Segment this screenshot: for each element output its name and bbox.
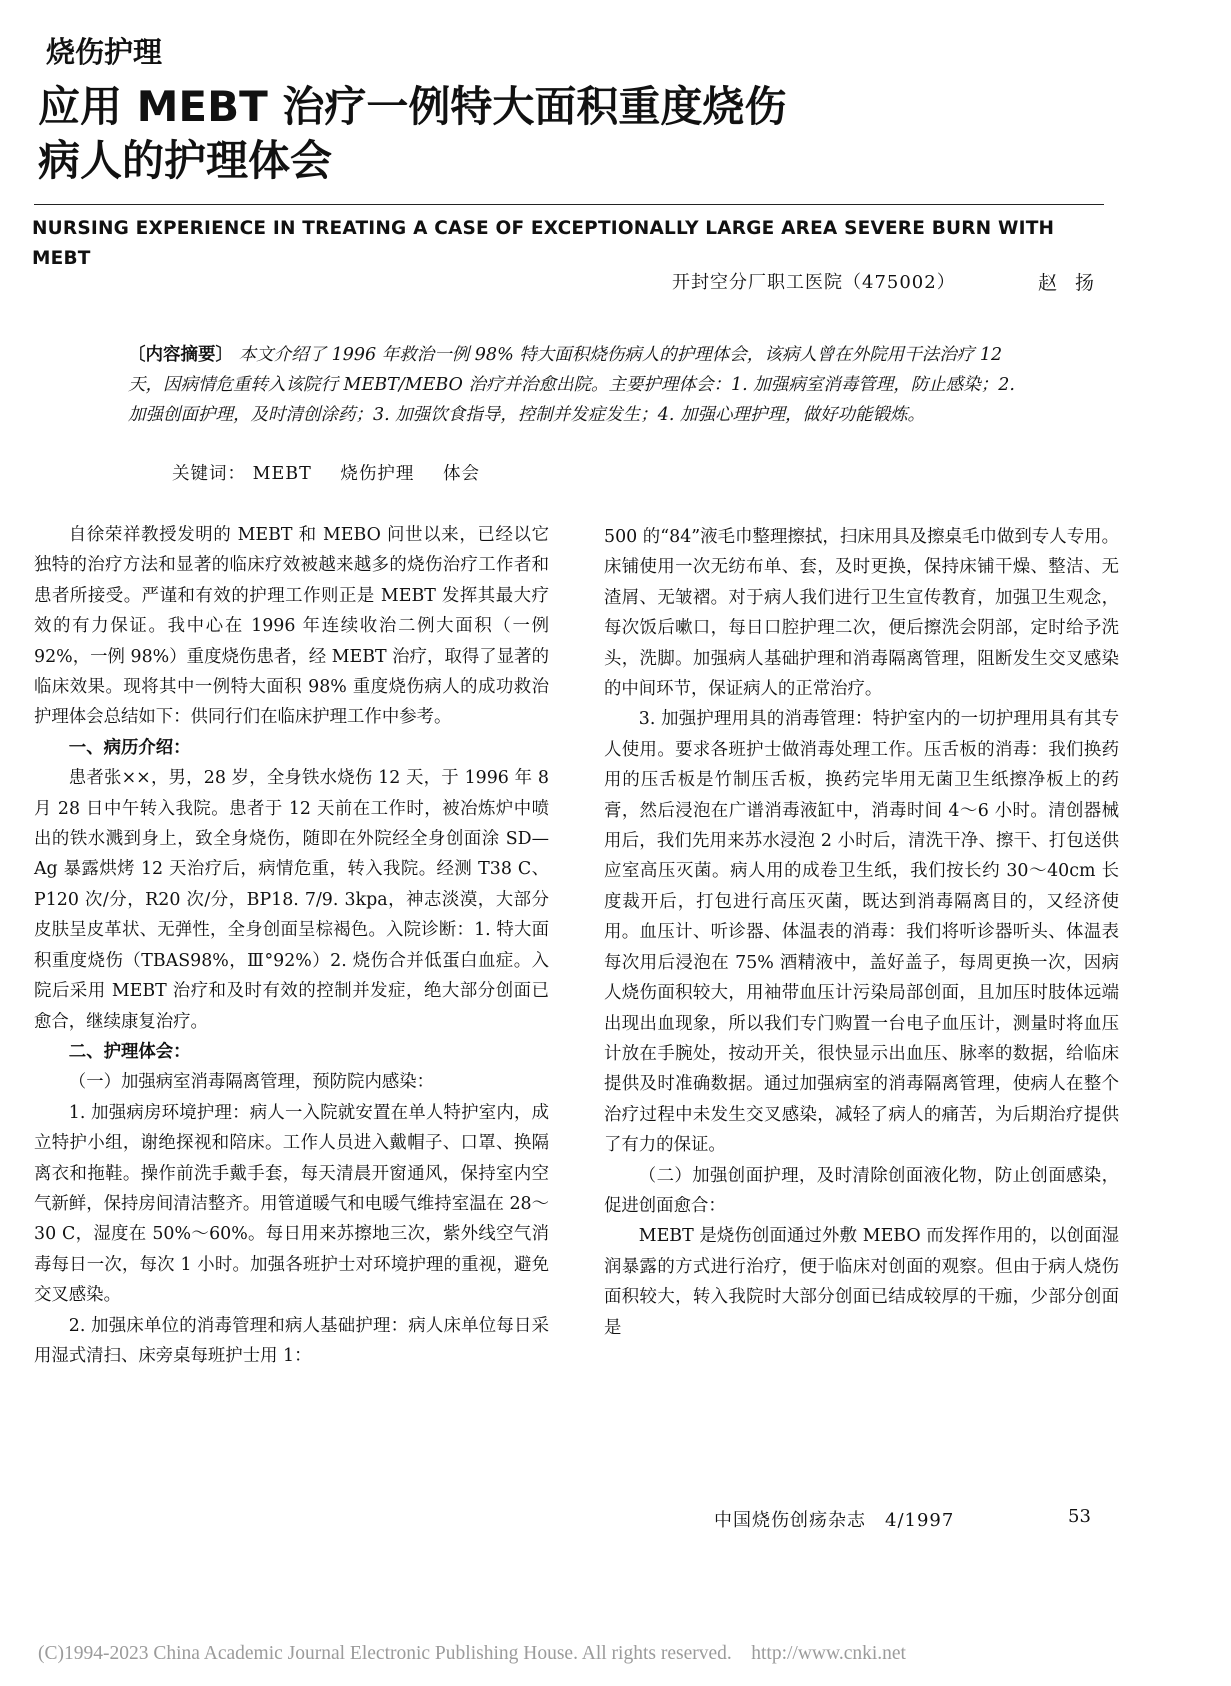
english-title: NURSING EXPERIENCE IN TREATING A CASE OF EXCEPTIONALLY LARGE AREA SEVERE BURN WITH MEBT <box>32 218 1055 269</box>
paragraph-bed-unit: 2. 加强床单位的消毒管理和病人基础护理：病人床单位每日采用湿式清扫、床旁桌每班护士用 1： <box>34 1315 549 1366</box>
copyright-notice: (C)1994-2023 China Academic Journal Electronic Publishing House. All rights reserved. http://www.cnki.net <box>38 1643 906 1664</box>
keywords-label: 关键词： <box>172 464 246 484</box>
left-column <box>34 520 549 1371</box>
subheading-disinfection: （一）加强病室消毒隔离管理，预防院内感染： <box>68 1072 435 1093</box>
keyword-item: 烧伤护理 <box>340 464 415 484</box>
section-heading-case: 一、病历介绍： <box>68 737 191 758</box>
paragraph-bed-unit-cont: 500 的“84”液毛巾整理擦拭，扫床用具及擦桌毛巾做到专人专用。床铺使用一次无纺布单、套，及时更换，保持床铺干燥、整洁、无渣屑、无皱褶。对于病人我们进行卫生宣传教育，加强卫生观念，每次饭后嗽口，每日口腔护理二次，便后擦洗会阴部，定时给予洗头，洗脚。加强病人基础护理和消毒隔离管理，阻断发生交叉感染的中间环节，保证病人的正常治疗。 <box>604 527 1119 700</box>
paragraph-mebt: MEBT 是烧伤创面通过外敷 MEBO 而发挥作用的，以创面湿润暴露的方式进行治疗，便于临床对创面的观察。但由于病人烧伤面积较大，转入我院时大部分创面已结成较厚的干痂，少部分创面是 <box>604 1226 1119 1338</box>
keyword-item: MEBT <box>252 464 312 484</box>
footer-journal: 中国烧伤创疡杂志 4/1997 <box>714 1510 955 1531</box>
abstract-text: 本文介绍了 1996 年救治一例 98% 特大面积烧伤病人的护理体会，该病人曾在外院用干法治疗 12 天，因病情危重转入该院行 MEBT/MEBO 治疗并治愈出院。主要护理体会：1. 加强病室消毒管理，防止感染；2. 加强创面护理，及时清创涂药；3. 加强饮食指导，控制并发症发生；4. 加强心理护理，做好功能锻炼。 <box>128 345 1015 425</box>
paragraph-environment: 1. 加强病房环境护理：病人一入院就安置在单人特护室内，成立特护小组，谢绝探视和陪床。工作人员进入戴帽子、口罩、换隔离衣和拖鞋。操作前洗手戴手套，每天清晨开窗通风，保持室内空气新鲜，保持房间清洁整齐。用管道暖气和电暖气维持室温在 28～30 C，湿度在 50%～60%。每日用来苏擦地三次，紫外线空气消毒每日一次，每次 1 小时。加强各班护士对环境护理的重视，避免交叉感染。 <box>34 1102 549 1306</box>
intro-paragraph: 自徐荣祥教授发明的 MEBT 和 MEBO 问世以来，已经以它独特的治疗方法和显著的临床疗效被越来越多的烧伤治疗工作者和患者所接受。严谨和有效的护理工作则正是 MEBT 发挥其最大疗效的有力保证。我中心在 1996 年连续收治二例大面积（一例 92%，一例 98%）重度烧伤患者，经 MEBT 治疗，取得了显著的临床效果。现将其中一例特大面积 98% 重度烧伤病人的成功救治护理体会总结如下：供同行们在临床护理工作中参考。 <box>34 525 549 728</box>
title-line-1: 应用 MEBT 治疗一例特大面积重度烧伤 <box>38 82 787 131</box>
abstract <box>128 340 1028 430</box>
subheading-wound-care: （二）加强创面护理，及时清除创面液化物，防止创面感染，促进创面愈合： <box>604 1165 1119 1216</box>
title-divider <box>34 204 1104 205</box>
case-paragraph: 患者张××，男，28 岁，全身铁水烧伤 12 天，于 1996 年 8 月 28 日中午转入我院。患者于 12 天前在工作时，被冶炼炉中喷出的铁水溅到身上，致全身烧伤，随即在外院经全身创面涂 SD—Ag 暴露烘烤 12 天治疗后，病情危重，转入我院。经测 T38 C、P120 次/分，R20 次/分，BP18. 7/9. 3kpa，神志淡漠，大部分皮肤呈皮革状、无弹性，全身创面呈棕褐色。入院诊断：1. 特大面积重度烧伤（TBAS98%，Ⅲ°92%）2. 烧伤合并低蛋白血症。入院后采用 MEBT 治疗和及时有效的控制并发症，绝大部分创面已愈合，继续康复治疗。 <box>34 768 549 1032</box>
section-heading-nursing: 二、护理体会： <box>68 1041 191 1062</box>
affiliation: 开封空分厂职工医院（475002） <box>672 272 956 293</box>
page-number: 53 <box>1068 1506 1091 1527</box>
abstract-label: 〔内容摘要〕 <box>128 345 233 365</box>
section-label: 烧伤护理 <box>46 35 163 69</box>
article-title <box>38 80 1038 188</box>
title-line-2: 病人的护理体会 <box>38 136 333 185</box>
author: 赵扬 <box>1038 272 1113 294</box>
keyword-item: 体会 <box>442 464 480 484</box>
right-column <box>604 522 1119 1343</box>
paragraph-equipment: 3. 加强护理用具的消毒管理：特护室内的一切护理用具有其专人使用。要求各班护士做消毒处理工作。压舌板的消毒：我们换药用的压舌板是竹制压舌板，换药完毕用无菌卫生纸擦净板上的药膏，然后浸泡在广谱消毒液缸中，消毒时间 4～6 小时。清创器械用后，我们先用来苏水浸泡 2 小时后，清洗干净、擦干、打包送供应室高压灭菌。病人用的成卷卫生纸，我们按长约 30～40cm 长度裁开后，打包进行高压灭菌，既达到消毒隔离目的，又经济使用。血压计、听诊器、体温表的消毒：我们将听诊器听头、体温表每次用后浸泡在 75% 酒精液中，盖好盖子，每周更换一次，因病人烧伤面积较大，用袖带血压计污染局部创面，且加压时肢体远端出现出血现象，所以我们专门购置一台电子血压计，测量时将血压计放在手腕处，按动开关，很快显示出血压、脉率的数据，给临床提供及时准确数据。通过加强病室的消毒隔离管理，使病人在整个治疗过程中未发生交叉感染，减轻了病人的痛苦，为后期治疗提供了有力的保证。 <box>604 709 1119 1156</box>
keywords <box>172 460 502 485</box>
